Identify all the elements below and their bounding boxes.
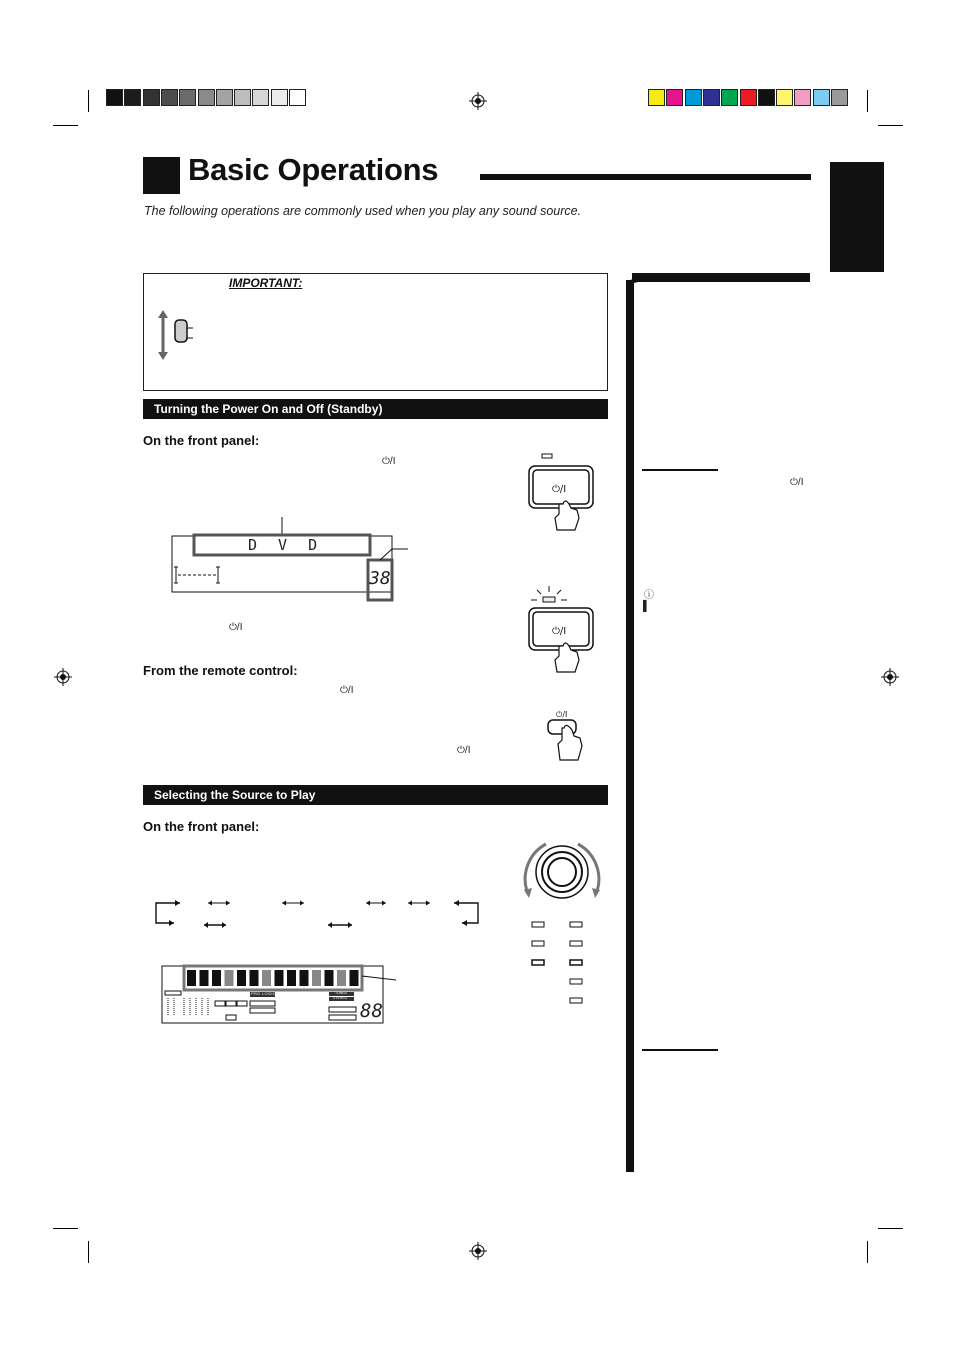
crop-mark xyxy=(88,1241,89,1263)
important-label: IMPORTANT: xyxy=(229,276,303,290)
color-swatch xyxy=(685,89,702,106)
bullet-marker-icon: ▌ xyxy=(643,601,651,612)
source-selector-knob-illustration xyxy=(518,838,610,902)
color-swatch xyxy=(143,89,160,106)
source-indicator-lamps xyxy=(530,918,590,1008)
color-swatch xyxy=(106,89,123,106)
svg-text:⏻/I: ⏻/I xyxy=(552,484,567,495)
color-swatch xyxy=(198,89,215,106)
color-swatch xyxy=(124,89,141,106)
display-char-cell xyxy=(200,970,209,986)
power-symbol-icon: ⏻/I xyxy=(340,685,354,696)
crop-mark xyxy=(878,1228,903,1229)
color-swatch xyxy=(740,89,757,106)
power-symbol-icon: ⏻/I xyxy=(229,622,243,633)
subheading-front-panel-source: On the front panel: xyxy=(143,819,260,834)
subheading-remote-control: From the remote control: xyxy=(143,663,298,678)
crop-mark xyxy=(53,125,78,126)
right-column-header-bar xyxy=(632,273,810,282)
registration-mark-icon xyxy=(881,668,899,686)
display-char-cell xyxy=(212,970,221,986)
power-symbol-icon: ⏻/I xyxy=(790,477,804,488)
display-char-cell xyxy=(337,970,346,986)
display-char-cell xyxy=(250,970,259,986)
color-swatch xyxy=(234,89,251,106)
svg-text:⏻/I: ⏻/I xyxy=(552,626,567,637)
color-swatch xyxy=(721,89,738,106)
crop-mark xyxy=(88,90,89,112)
source-cycle-diagram xyxy=(150,895,490,935)
section-heading-power: Turning the Power On and Off (Standby) xyxy=(143,399,608,419)
display-char-cell xyxy=(225,970,234,986)
display-char-cell xyxy=(325,970,334,986)
color-swatch xyxy=(252,89,269,106)
display-volume-text: 38 xyxy=(369,568,391,589)
color-swatch xyxy=(648,89,665,106)
display-volume-digits: 88 xyxy=(360,1000,383,1022)
speaker-warning-icon xyxy=(155,310,195,360)
crop-mark xyxy=(878,125,903,126)
language-tab xyxy=(830,162,884,272)
title-rule xyxy=(480,174,811,180)
color-swatch xyxy=(161,89,178,106)
display-char-cell xyxy=(237,970,246,986)
crop-mark xyxy=(867,1241,868,1263)
crop-mark xyxy=(53,1228,78,1229)
registration-mark-icon xyxy=(54,668,72,686)
display-char-cell xyxy=(350,970,359,986)
power-symbol-icon: ⏻/I xyxy=(457,745,471,756)
display-window-dvd xyxy=(172,517,412,602)
color-swatch xyxy=(289,89,306,106)
color-swatch xyxy=(666,89,683,106)
color-swatch xyxy=(794,89,811,106)
color-swatch xyxy=(776,89,793,106)
standby-button-illustration xyxy=(525,452,600,537)
title-block-icon xyxy=(143,157,180,194)
subheading-front-panel: On the front panel: xyxy=(143,433,260,448)
color-swatch xyxy=(813,89,830,106)
display-tag-tuned: TUNED xyxy=(335,991,348,995)
power-symbol-icon: ⏻/I xyxy=(382,456,396,467)
display-char-cell xyxy=(275,970,284,986)
crop-mark xyxy=(867,90,868,112)
color-swatch xyxy=(831,89,848,106)
page-title: Basic Operations xyxy=(188,152,439,187)
section-heading-source: Selecting the Source to Play xyxy=(143,785,608,805)
registration-mark-icon xyxy=(469,92,487,110)
display-tag-pro-logic: PRO LOGIC xyxy=(251,991,276,996)
color-swatch xyxy=(271,89,288,106)
standby-button-lamp-illustration xyxy=(525,590,600,680)
display-char-cell xyxy=(300,970,309,986)
color-swatch xyxy=(179,89,196,106)
display-char-cell xyxy=(287,970,296,986)
right-column-rule xyxy=(626,280,634,1172)
intro-text: The following operations are commonly used when you play any sound source. xyxy=(144,204,582,218)
display-source-text: D V D xyxy=(248,536,324,554)
display-char-cell xyxy=(262,970,271,986)
right-column-divider xyxy=(642,469,718,471)
registration-mark-icon xyxy=(469,1242,487,1260)
important-box xyxy=(143,273,608,391)
display-char-cell xyxy=(312,970,321,986)
display-char-cell xyxy=(187,970,196,986)
color-swatch xyxy=(216,89,233,106)
info-marker-icon: ⓘ xyxy=(644,590,654,601)
color-swatch xyxy=(703,89,720,106)
right-column-divider xyxy=(642,1049,718,1051)
display-tag-stereo: STEREO xyxy=(333,996,348,1000)
svg-text:⏻/I: ⏻/I xyxy=(556,710,568,719)
color-swatch xyxy=(758,89,775,106)
remote-power-button-illustration xyxy=(544,708,589,766)
